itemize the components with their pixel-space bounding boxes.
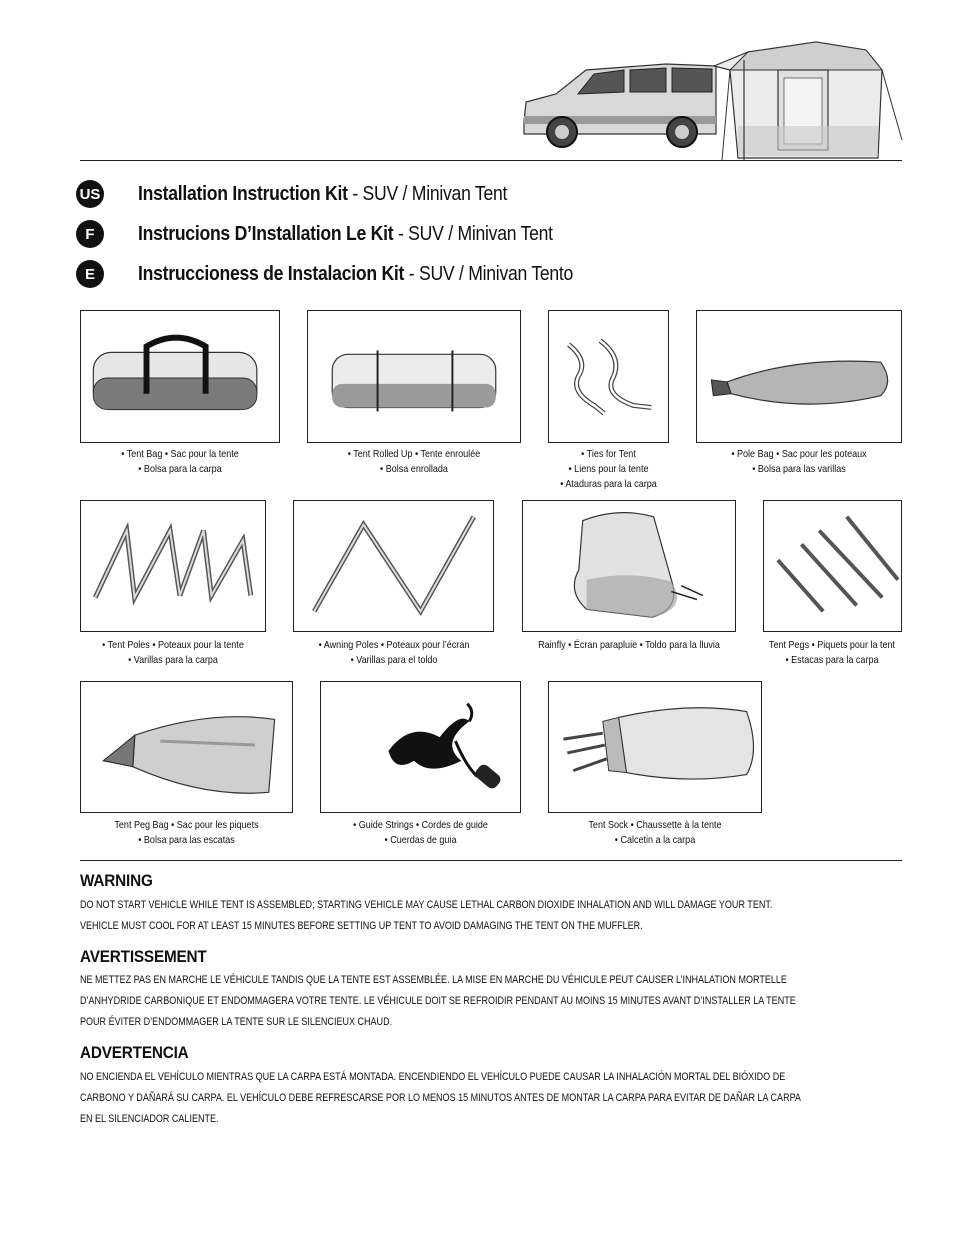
tent-rolled-up-image: [307, 310, 521, 443]
caption-ties-for-tent: • Ties for Tent • Liens pour la tente • Ataduras para la carpa: [560, 448, 657, 490]
warning-text-en: DO NOT START VEHICLE WHILE TENT IS ASSEMBLED; STARTING VEHICLE MAY CAUSE LETHAL CARBON DIOXIDE INHALATION AND WILL DAMAGE YOUR TENT. VEHICLE MUST COOL FOR AT LEAST 15 MINUTES BEFORE SETTING UP TENT TO AVOID DAMAGING THE TENT ON THE MUFFLER.: [80, 899, 773, 932]
tent-ties-image: [548, 310, 669, 443]
tent-sock-image: [548, 681, 762, 813]
title-us: Installation Instruction Kit - SUV / Minivan Tent: [138, 182, 508, 205]
warning-text-fr: NE METTEZ PAS EN MARCHE LE VÉHICULE TANDIS QUE LA TENTE EST ASSEMBLÉE. LA MISE EN MARCHE DU VÉHICULE PEUT CAUSER L’INHALATION MORTELLE D’ANHYDRIDE CARBONIQUE ET ENDOMMAGERA VOTRE TENTE. LE VÉHICULE DOIT SE REFROIDIR PENDANT AU MOINS 15 MINUTES AVANT D’INSTALLER LA TENTE POUR ÉVITER D’ENDOMMAGER LA TENTE SUR LE SILENCIEUX CHAUD.: [80, 974, 796, 1028]
title-row-e: [76, 259, 632, 289]
caption-tent-bag: • Tent Bag • Sac pour la tente • Bolsa para la carpa: [121, 448, 239, 475]
tent-peg-bag-image: [80, 681, 293, 813]
title-f: Instrucions D’Installation Le Kit - SUV / Minivan Tent: [138, 222, 553, 245]
caption-rainfly: Rainfly • Écran parapluie • Toldo para la lluvia: [538, 639, 720, 651]
tent-bag-image: [80, 310, 280, 443]
tent-poles-image: [80, 500, 266, 632]
awning-poles-image: [293, 500, 494, 632]
pole-bag-image: [696, 310, 902, 443]
e-language-badge: E: [76, 260, 104, 288]
caption-pole-bag: • Pole Bag • Sac pour les poteaux • Bolsa para las varillas: [731, 448, 867, 475]
warning-divider: [80, 860, 902, 861]
us-language-badge: US: [76, 180, 104, 208]
top-divider: [80, 160, 902, 161]
warning-heading-fr: AVERTISSEMENT: [80, 947, 207, 966]
title-e: Instruccioness de Instalacion Kit - SUV / Minivan Tento: [138, 262, 574, 285]
suv-tent-illustration: [516, 30, 904, 162]
title-row-f: [76, 219, 609, 249]
caption-tent-peg-bag: Tent Peg Bag • Sac pour les piquets • Bolsa para las escatas: [114, 819, 259, 846]
caption-tent-sock: Tent Sock • Chaussette à la tente • Calcetin a la carpa: [588, 819, 722, 846]
tent-pegs-image: [763, 500, 902, 632]
guide-strings-image: [320, 681, 521, 813]
title-row-us: [76, 179, 557, 209]
caption-tent-poles: • Tent Poles • Poteaux pour la tente • Varillas para la carpa: [102, 639, 244, 666]
caption-guide-strings: • Guide Strings • Cordes de guide • Cuerdas de guia: [353, 819, 488, 846]
warning-heading-en: WARNING: [80, 871, 153, 890]
caption-awning-poles: • Awning Poles • Poteaux pour l’écran • Varillas para el toldo: [318, 639, 470, 666]
warning-text-es: NO ENCIENDA EL VEHÍCULO MIENTRAS QUE LA CARPA ESTÁ MONTADA. ENCENDIENDO EL VEHÍCULO PUEDE CAUSAR LA INHALACIÓN MORTAL DEL BIÓXIDO DE CARBONO Y DAÑARÁ SU CARPA. EL VEHÍCULO DEBE REFRESCARSE POR LO MENOS 15 MINUTOS ANTES DE MONTAR LA CARPA PARA EVITAR DE DAÑAR LA CARPA EN EL SILENCIADOR CALIENTE.: [80, 1071, 801, 1125]
f-language-badge: F: [76, 220, 104, 248]
rainfly-image: [522, 500, 736, 632]
caption-tent-rolled-up: • Tent Rolled Up • Tente enroulée • Bolsa enrollada: [347, 448, 481, 475]
caption-tent-pegs: Tent Pegs • Piquets pour la tent • Estacas para la carpa: [768, 639, 896, 666]
warning-heading-es: ADVERTENCIA: [80, 1043, 189, 1062]
